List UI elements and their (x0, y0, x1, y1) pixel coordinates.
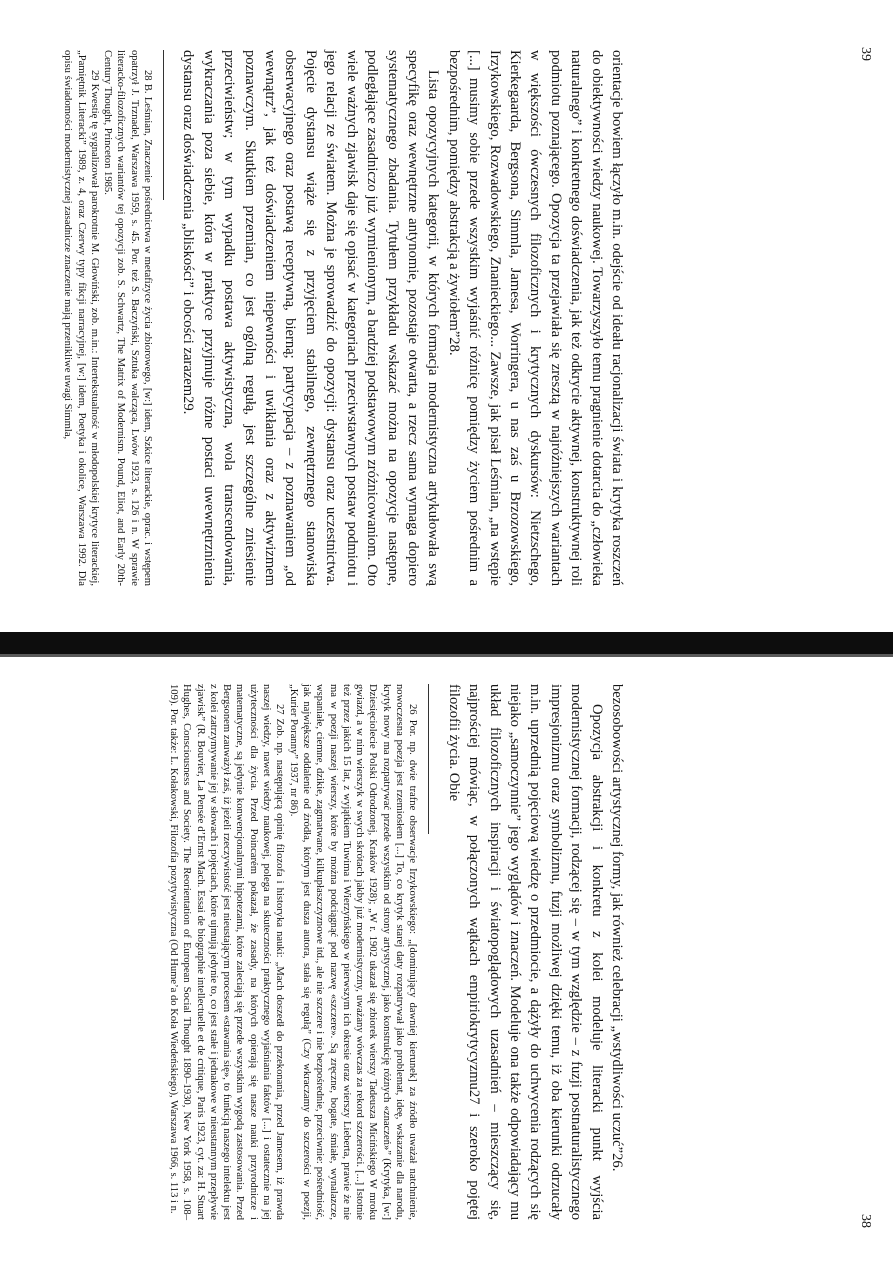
body-text (443, 684, 627, 1220)
paragraph: Lista opozycyjnych kategorii, w których formacja modernistyczna artykułowała swą specyfikę oraz wewnętrzne antynomie, pozostaje otwarta, a rzecz sama wymaga dopiero systematycznego zbadania. Tytułem przykładu wskazać można na opozycje następne, podległające zasadniczo już wymienionym, a bardziej podstawowym zróżnicowaniom. Oto wiele ważnych zjawisk daje się opisać w kategoriach przeciwstawnych postaw podmiotu i jego relacji ze światem. Można je sprowadzić do opozycji: dystansu oraz uczestnictwa. Pojęcie dystansu wiąże się z przyjęciem stabilnego, zewnętrznego stanowiska obserwacyjnego oraz postawą receptywną, bierną; partycypacja – z poznawaniem „od wewnątrz”, jak też doświadczeniem niepewności i uwikłania oraz z aktywizmem poznawczym. Skutkiem przemian, co jest ogólną regułą, jest szczególne zniesienie przeciwieństw; w tym wypadku postawa aktywistyczna, wola transcendowania, wykraczania poza siebie, która w praktyce przyjmuje różne postaci uwewnętrznienia dystansu oraz doświadczenia „bliskości” i obcości zarazem29. (179, 50, 441, 586)
footnote-27: 27 Zob. np. następującą opinię filozofa i historyka nauki: „Mach doszedł do przekonania, przed Jamesem, iż prawda naszej wiedzy, nawet wiedzy naukowej, polega na skuteczności praktycznego wyjaśniania faktów [...] i ostatecznie na jej użyteczności dla życia. Przed Poincarém pokazał, że zasady, na których opierają się nasze nauki przyrodnicze i matematyczne, są jedynie konwencjonalnymi hipotezami, które zaleciają się przede wszystkim wygodą zastosowania. Przed Bergsonem zauważył zaś, iż jeżeli rzeczywistość jest nieustającym procesem «stawania się», to funkcją naszego intelektu jest z kolei zatrzymywanie jej w słowach i pojęciach, które ujmują jedynie to, co jest stałe i jednakowe w nieustannym przepływie zjawisk” (R. Bouvier, La Pensée d’Ernst Mach. Essai de biographie intellectuelle et de critique, Paris 1923, cyt. za: H. Stuart Hughes, Consciousness and Society. The Reorientation of European Social Thought 1890–1930, New York 1958, s. 108–109). Por. także: L. Kołakowski, Filozofia pozytywistyczna (Od Hume’a do Koła Wiedeńskiego), Warszawa 1966, s. 113 i n. (167, 684, 285, 1220)
paragraph: bezosobowości artystycznej formy, jak również celebracji „wstydliwości uczuć”26. (608, 684, 625, 1172)
footnote-29: 29 Kwestię tę sygnalizował parokrotnie M. Głowiński, zob. m.in.: Intertekstualność w młodopolskiej krytyce literackiej, „Pamiętnik Literacki” 1989, z. 4, oraz Czerwy typy fikcji narracyjnej, [w:] idem, Poetyka i okolice, Warszawa 1992. Dla opisu świadomości modernistycznej zasadnicze znaczenie mają przenikliwe uwagi Simmla, (61, 50, 100, 586)
footnote-28: 28 B. Leśmian, Znaczenie pośrednictwa w metafizyce życia zbiorowego, [w:] idem, Szkice literackie, oprac. i wstępem opatrzył J. Trznadel, Warszawa 1959, s. 45. Por. też S. Baczyński, Sztuka walcząca, Lwów 1923, s. 126 i n. W sprawie literacko-filozoficznych wariantów tej opozycji zob. S. Schwartz, The Matrix of Modernism. Pound, Eliot, and Early 20th-Century Thought, Princeton 1985. (101, 50, 153, 586)
page-number-39: 39 (858, 47, 873, 61)
paragraph: Opozycja abstrakcji i konkretu z kolei modeluje literacki punkt wyjścia modernistycznej formacji, rodzącej się – w tym względzie – z fuzji postnaturalistycznego impresjonizmu oraz symbolizmu, fuzji możliwej dzięki temu, iż oba kierunki odrzucały m.in. uprzednią pojęciową wiedzę o przedmiocie, a dążyły do uchwycenia rodzących się niejako „samoczynnie” jego wyglądów i znaczeń. Modeluje ona także odpowiadający mu układ filozoficznych inspiracji i światopoglądowych uzasadnień – mieszczący się, najprościej mówiąc, w połączonych wątkach empiriokrytycyzmu27 i szeroko pojętej filozofii życia. Obie (445, 684, 605, 1220)
footnotes (60, 50, 153, 586)
footnote-26: 26 Por. np. dwie trafne obserwacje Irzykowskiego: „[dominujący dawniej kierunek] za źródło uważał natchnienie, nowoczesna poezja jest rzemiosłem [...] To, co krytyk starej daty rozpatrywał jako problemat, ideę, wskazanie dla narodu, krytyk nowy ma rozpatrywać przede wszystkim od strony artystycznej, jako konstrukcję różnych «znaczeń»” (Krytyka, [w:] Dziesięciolecie Polski Odrodzonej, Kraków 1928); „W r. 1902 ukazał się zbiorek wierszy Tadeusza Micińskiego W mroku gwiazd, a w nim wierszyk w swych skrótach jakby już modernistyczny, uważany wówczas za rekord szczerości. [...] Istotnie też przez jakich 15 lat, z wyjątkiem Tuwima i Wierzyńskiego w pierwszym ich okresie oraz wierszy Lieberta, prawie że nie ma w poezji naszej wierszy, które by można podciągnąć pod nazwę «szczere». Są zręczne, bogate, śmiałe, wynalazcze, wspaniałe, ciemne, dzikie, zagmatwane, kilkupłaszczyznowe itd., ale nie szczere i nie bezpośrednie, przeciwnie: pośredniość, jak największe oddalenie od źródła, którym jest dusza autora, stała się regułą” (Czy wkraczamy do szczerości w poezji, „Kurier Poranny” 1937, nr 86). (287, 684, 418, 1220)
footnote-separator (428, 684, 429, 834)
footnotes (166, 684, 419, 1220)
page-39 (61, 16, 653, 616)
body-text (178, 50, 627, 586)
footnote-separator (163, 50, 164, 200)
page-number-38: 38 (858, 1214, 873, 1228)
paragraph: orientacje bowiem łączyło m.in. odejście od ideału racjonalizacji świata i krytyka roszczeń do obiektywności wiedzy naukowej. Towarzyszyło temu pragnienie dotarcia do „człowieka naturalnego” i konkretnego doświadczenia, jak też odkrycie aktywnej, konstruktywnej roli podmiotu poznającego. Opozycja ta przejawiała się zresztą w najróżniejszych wariantach w większości ówczesnych filozoficznych i krytycznych dyskursów: Nietzschego, Kierkegaarda, Bergsona, Simmla, Jamesa, Worringera, u nas zaś u Brzozowskiego, Irzykowskiego, Rozwadowskiego, Znanieckiego... Zawsze, jak pisał Leśmian, „na wstępie [...] musimy sobie przede wszystkim wyjaśnić różnicę pomiędzy życiem pośrednim a bezpośrednim, pomiędzy abstrakcją a żywiołem”28. (445, 50, 625, 586)
page-38 (167, 650, 653, 1250)
